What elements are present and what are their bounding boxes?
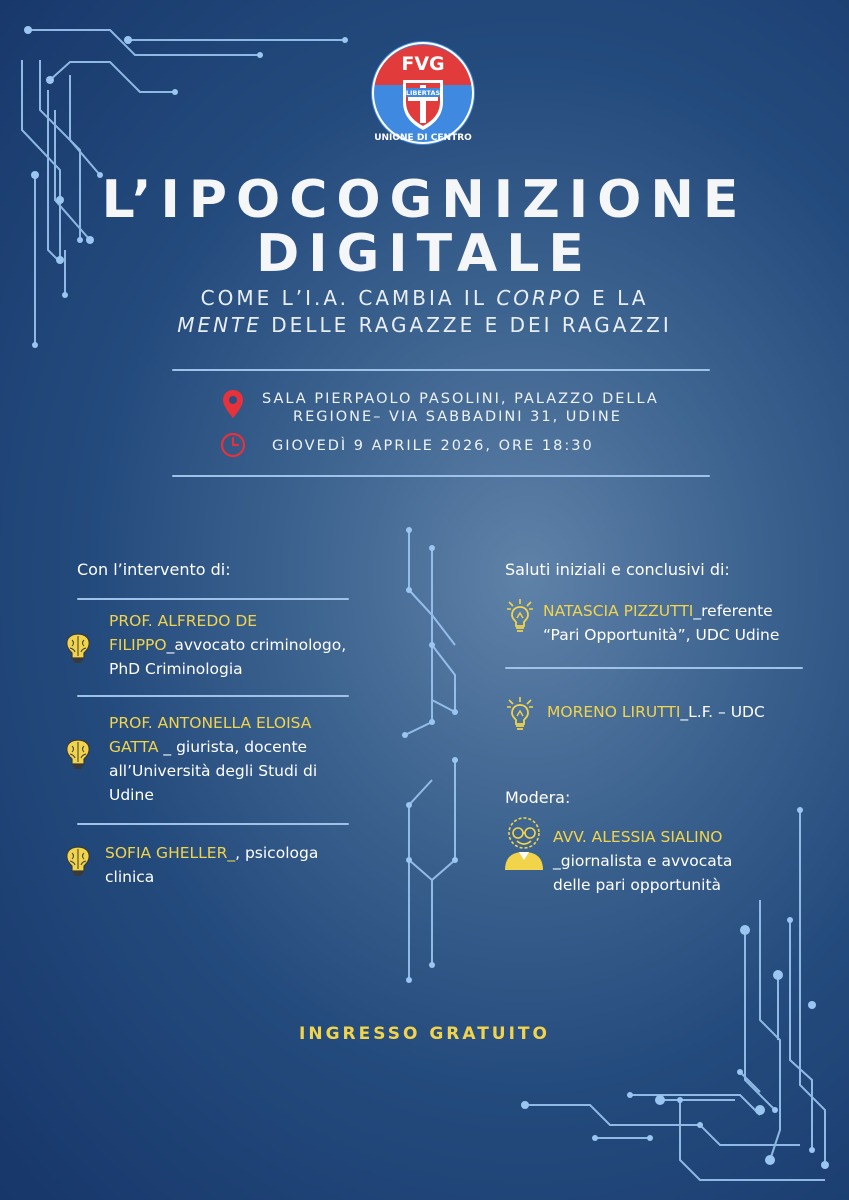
subtitle-text: E LA	[582, 286, 649, 310]
speaker-2-role-line-3: all’Università degli Studi di	[109, 762, 318, 780]
speaker-1-name-line-1: PROF. ALFREDO DE	[109, 612, 258, 630]
greeter-1-line-1	[543, 599, 833, 623]
event-datetime: GIOVEDÌ 9 APRILE 2026, ORE 18:30	[272, 438, 594, 454]
map-pin-icon	[222, 389, 244, 419]
greeter-1	[543, 599, 833, 647]
divider-top	[172, 369, 710, 371]
speaker-2-name-line-2: GATTA	[109, 738, 159, 756]
speakers-heading: Con l’intervento di:	[77, 560, 231, 579]
subtitle-emphasis-mente: MENTE	[177, 313, 262, 337]
speaker-3-role: , psicologa	[235, 844, 319, 862]
logo-shield-text: LIBERTAS	[405, 89, 441, 97]
moderator-avatar-icon	[503, 816, 545, 872]
speakers-divider	[77, 695, 349, 697]
subtitle-text: COME L’I.A. CAMBIA IL	[200, 286, 497, 310]
greetings-divider	[505, 667, 803, 669]
subtitle-text: DELLE RAGAZZE E DEI RAGAZZI	[261, 313, 672, 337]
title-line-2: DIGITALE	[256, 224, 593, 284]
location-line-2: REGIONE– VIA SABBADINI 31, UDINE	[293, 409, 622, 425]
speakers-divider	[77, 598, 349, 600]
subtitle-line-2	[0, 312, 849, 339]
moderator-role-line-2: delle pari opportunità	[553, 876, 722, 894]
brain-bulb-icon	[64, 632, 92, 664]
speaker-2	[109, 711, 409, 807]
brain-bulb-icon	[64, 738, 92, 770]
greeter-2	[547, 700, 837, 724]
greetings-heading: Saluti iniziali e conclusivi di:	[505, 560, 730, 579]
logo-ring-text: UNIONE DI CENTRO	[374, 133, 472, 143]
greeter-2-role: _L.F. – UDC	[680, 703, 765, 721]
speaker-3	[105, 841, 405, 889]
speaker-2-role: _ giurista, docente	[158, 738, 308, 756]
speaker-1-line-2	[109, 633, 409, 657]
speaker-1	[109, 609, 409, 681]
speakers-divider	[77, 823, 349, 825]
speaker-1-role-line-3: PhD Criminologia	[109, 660, 243, 678]
subtitle-line-1	[0, 285, 849, 312]
lightbulb-icon	[506, 696, 534, 728]
greeter-1-role: _referente	[693, 602, 773, 620]
speaker-2-name-line-1: PROF. ANTONELLA ELOISA	[109, 714, 312, 732]
speaker-3-role-line-2: clinica	[105, 868, 155, 886]
free-entry-label: INGRESSO GRATUITO	[299, 1024, 550, 1044]
greeter-1-name: NATASCIA PIZZUTTI	[543, 602, 694, 620]
greeter-1-role-line-2: “Pari Opportunità”, UDC Udine	[543, 626, 780, 644]
divider-bottom	[172, 475, 710, 477]
speaker-3-line-1	[105, 841, 405, 865]
speaker-2-line-2	[109, 735, 409, 759]
moderator	[553, 825, 833, 897]
speaker-1-role: _avvocato criminologo,	[166, 636, 347, 654]
subtitle-emphasis-corpo: CORPO	[496, 286, 583, 310]
clock-icon	[220, 432, 246, 458]
title-line-1: L’IPOCOGNIZIONE	[101, 170, 748, 230]
udc-fvg-logo	[370, 40, 476, 146]
location-line-1: SALA PIERPAOLO PASOLINI, PALAZZO DELLA	[262, 391, 659, 407]
moderator-heading: Modera:	[505, 788, 571, 807]
greeter-2-name: MORENO LIRUTTI	[547, 703, 681, 721]
moderator-role-line-1: _giornalista e avvocata	[553, 852, 733, 870]
moderator-name: AVV. ALESSIA SIALINO	[553, 828, 723, 846]
speaker-2-role-line-4: Udine	[109, 786, 154, 804]
lightbulb-icon	[506, 598, 534, 630]
speaker-3-name: SOFIA GHELLER_	[105, 844, 236, 862]
brain-bulb-icon	[64, 845, 92, 877]
logo-fvg-text: FVG	[401, 53, 445, 75]
speaker-1-name-line-2: FILIPPO	[109, 636, 167, 654]
